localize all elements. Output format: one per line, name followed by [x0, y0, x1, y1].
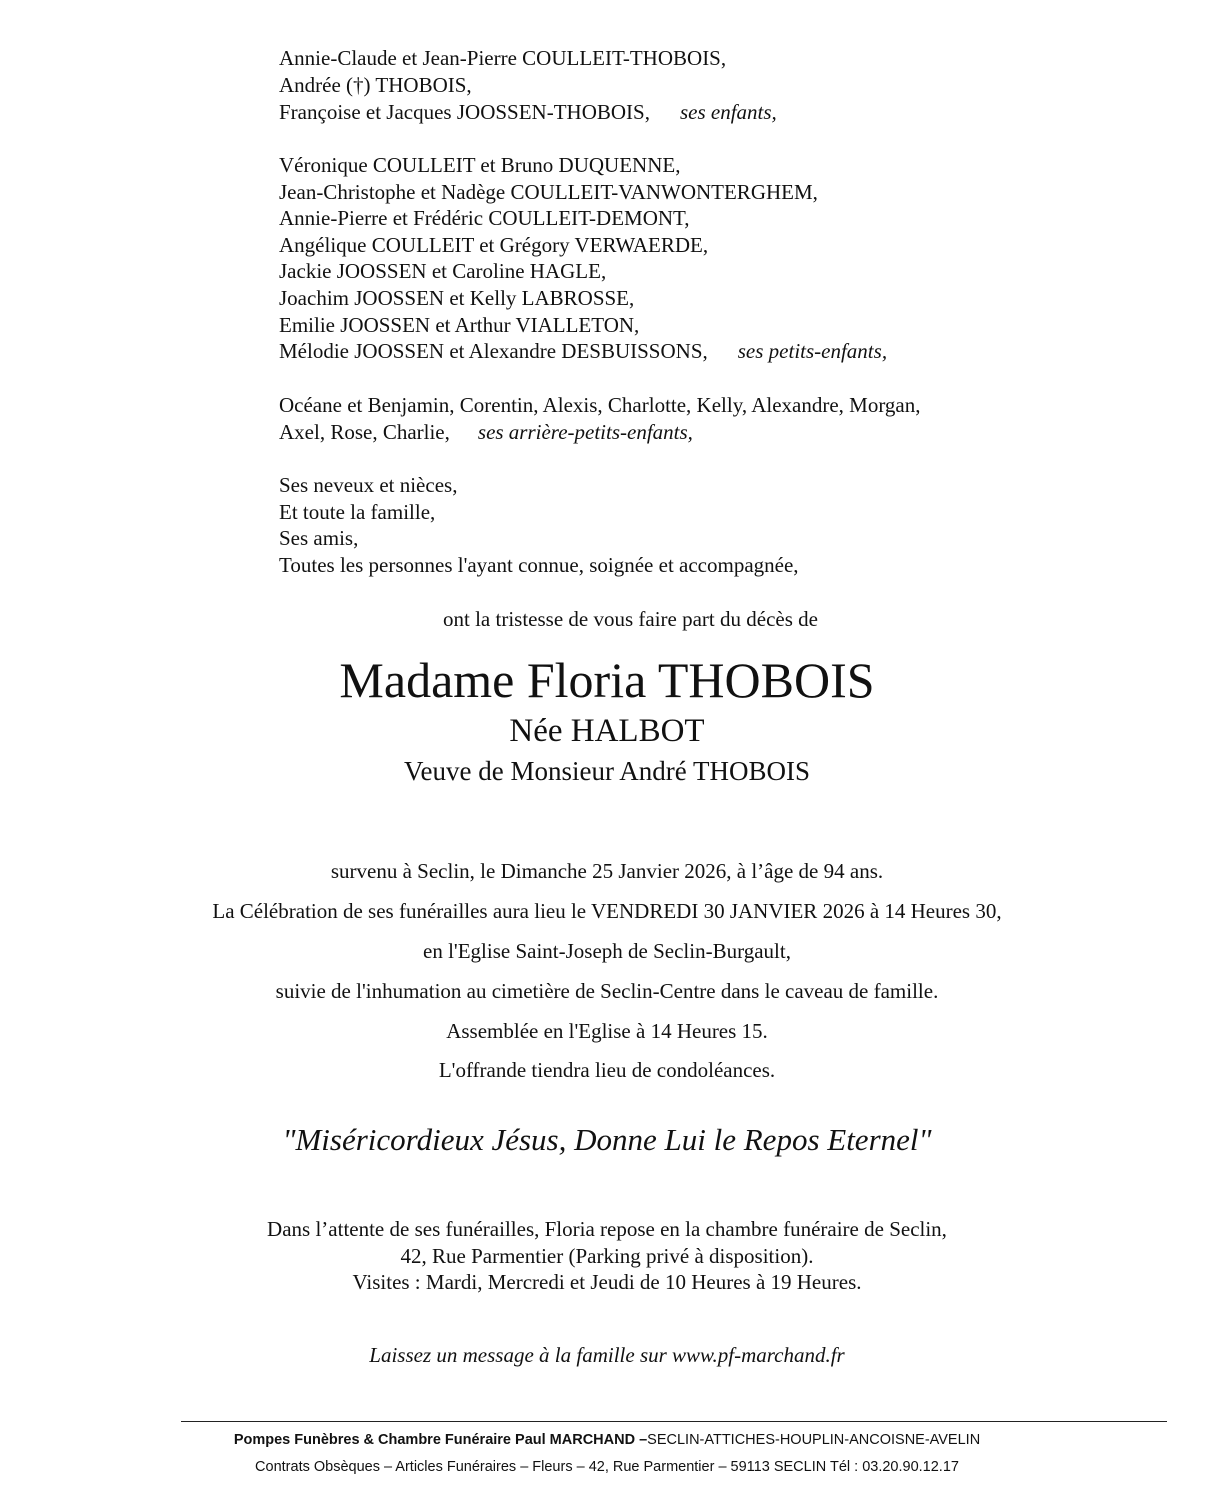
- detail-line-3: en l'Eglise Saint-Joseph de Seclin-Burgault,: [423, 939, 791, 963]
- others-line-4: Toutes les personnes l'ayant connue, soignée et accompagnée,: [279, 553, 799, 577]
- grandchildren-line-1: Véronique COULLEIT et Bruno DUQUENNE,: [279, 153, 681, 177]
- grandchildren-line-6: Joachim JOOSSEN et Kelly LABROSSE,: [279, 286, 635, 310]
- footer-company: Pompes Funèbres & Chambre Funéraire Paul MARCHAND –: [233, 1432, 648, 1448]
- others-line-1: Ses neveux et nièces,: [279, 473, 458, 497]
- grandchildren-line-2: Jean-Christophe et Nadège COULLEIT-VANWONTERGHEM,: [279, 180, 818, 204]
- grandchildren-line-4: Angélique COULLEIT et Grégory VERWAERDE,: [279, 233, 709, 257]
- prayer-quote: "Miséricordieux Jésus, Donne Lui le Repos Eternel": [282, 1122, 932, 1157]
- children-line-2: Andrée (†) THOBOIS,: [279, 73, 472, 97]
- grandchildren-line-8-text: Mélodie JOOSSEN et Alexandre DESBUISSONS,: [279, 339, 708, 363]
- footer-services: Contrats Obsèques – Articles Funéraires – Fleurs – 42, Rue Parmentier – 59113 SECLIN Tél : 03.20.90.12.17: [255, 1459, 959, 1475]
- grandchildren-role: ses petits-enfants,: [737, 339, 888, 363]
- great-grandchildren-line-1: Océane et Benjamin, Corentin, Alexis, Charlotte, Kelly, Alexandre, Morgan,: [279, 393, 921, 417]
- detail-line-2: La Célébration de ses funérailles aura lieu le VENDREDI 30 JANVIER 2026 à 14 Heures 30,: [212, 899, 1002, 923]
- announcement: ont la tristesse de vous faire part du décès de: [443, 607, 818, 631]
- detail-line-6: L'offrande tiendra lieu de condoléances.: [438, 1058, 776, 1082]
- footer-divider: [181, 1421, 1167, 1422]
- widow-of: Veuve de Monsieur André THOBOIS: [404, 756, 810, 786]
- visitation-line-1: Dans l’attente de ses funérailles, Floria repose en la chambre funéraire de Seclin,: [267, 1217, 947, 1241]
- grandchildren-line-8: [279, 338, 887, 365]
- grandchildren-line-7: Emilie JOOSSEN et Arthur VIALLETON,: [279, 313, 640, 337]
- footer-company-line: [0, 1430, 1214, 1450]
- others-line-3: Ses amis,: [279, 526, 359, 550]
- children-line-3: [279, 99, 777, 126]
- detail-line-4: suivie de l'inhumation au cimetière de Seclin-Centre dans le caveau de famille.: [275, 979, 939, 1003]
- visitation-line-3: Visites : Mardi, Mercredi et Jeudi de 10 Heures à 19 Heures.: [352, 1270, 862, 1294]
- children-role: ses enfants,: [679, 100, 777, 124]
- grandchildren-line-5: Jackie JOOSSEN et Caroline HAGLE,: [279, 259, 607, 283]
- others-line-2: Et toute la famille,: [279, 500, 436, 524]
- message-link[interactable]: Laissez un message à la famille sur www.pf-marchand.fr: [369, 1343, 845, 1367]
- great-grandchildren-role: ses arrière-petits-enfants,: [477, 420, 693, 444]
- maiden-name: Née HALBOT: [509, 713, 705, 749]
- deceased-name: Madame Floria THOBOIS: [339, 652, 875, 708]
- children-line-1: Annie-Claude et Jean-Pierre COULLEIT-THOBOIS,: [279, 46, 727, 70]
- great-grandchildren-line-2-text: Axel, Rose, Charlie,: [279, 420, 450, 444]
- children-line-3-text: Françoise et Jacques JOOSSEN-THOBOIS,: [279, 100, 650, 124]
- detail-line-1: survenu à Seclin, le Dimanche 25 Janvier 2026, à l’âge de 94 ans.: [330, 859, 884, 883]
- detail-line-5: Assemblée en l'Eglise à 14 Heures 15.: [446, 1019, 768, 1043]
- footer-locations: SECLIN-ATTICHES-HOUPLIN-ANCOISNE-AVELIN: [647, 1432, 981, 1448]
- great-grandchildren-line-2: [279, 419, 693, 446]
- grandchildren-line-3: Annie-Pierre et Frédéric COULLEIT-DEMONT,: [279, 206, 690, 230]
- visitation-line-2: 42, Rue Parmentier (Parking privé à disposition).: [400, 1244, 814, 1268]
